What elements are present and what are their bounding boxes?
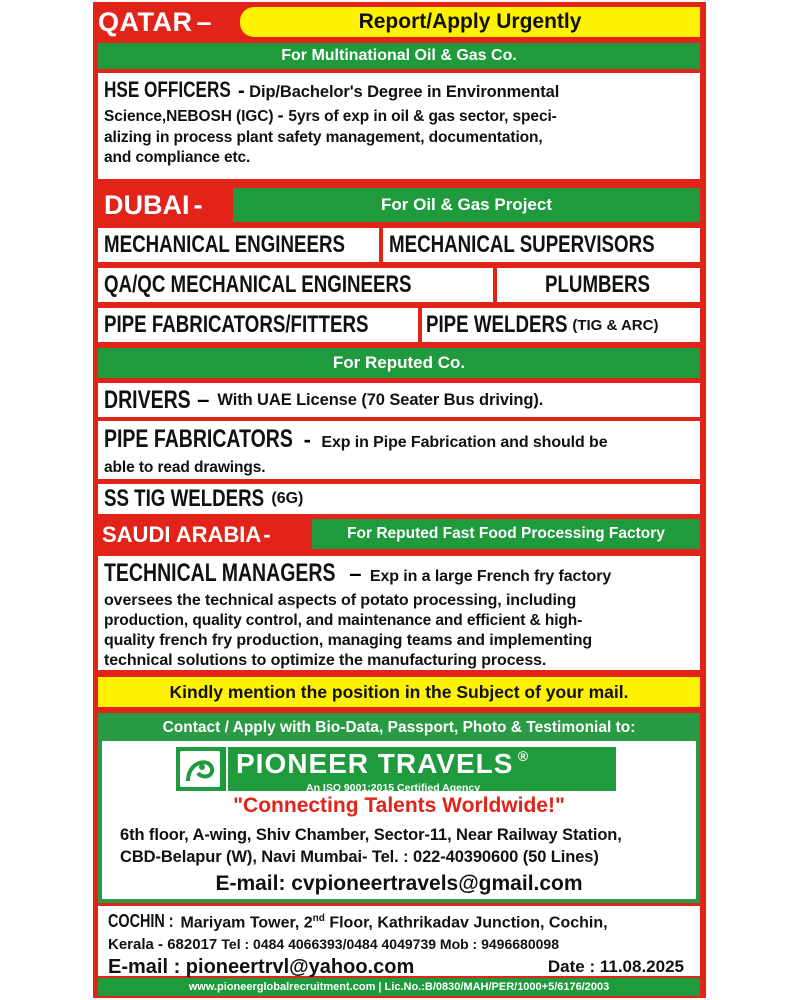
cochin-office-box: COCHIN : Mariyam Tower, 2nd Floor, Kathrikadav Junction, Cochin, Kerala - 682017 Tel : 0484 4066393/0484 4049739 Mob : 9496680098 E-mail : pioneertrvl@yahoo.com Date : 11.08.2025 [98,906,700,976]
dubai-project-bar [233,188,700,222]
position-pipe-welders: PIPE WELDERS (TIG & ARC) [422,308,700,342]
position-plumbers: PLUMBERS [497,268,700,302]
hse-desc-4: and compliance etc. [104,149,251,166]
qatar-label [98,6,238,38]
footer-bar: www.pioneerglobalrecruitment.com | Lic.No.:B/0830/MAH/PER/1000+5/6176/2003 [98,978,700,996]
hse-title: HSE OFFICERS [104,77,231,102]
urgent-banner [240,7,700,37]
iso-text: An ISO 9001:2015 Certified Agency [306,782,481,794]
position-mechanical-engineers: MECHANICAL ENGINEERS [98,228,379,262]
ss-tig-welders-box: SS TIG WELDERS (6G) [98,484,700,514]
position-qaqc-engineers: QA/QC MECHANICAL ENGINEERS [98,268,493,302]
drivers-box: DRIVERS – With UAE License (70 Seater Bus driving). [98,383,700,417]
head-office-email: E-mail: cvpioneertravels@gmail.com [215,872,583,895]
hse-sep: - [238,80,245,102]
qatar-dash: – [196,6,212,37]
hse-desc-3: alizing in process plant safety management, documentation, [104,128,543,146]
dubai-reputed-text: For Reputed Co. [332,353,466,372]
hse-desc-2: Science,NEBOSH (IGC) [104,108,274,125]
ad-date: Date : 11.08.2025 [547,957,684,977]
saudi-client-bar: For Reputed Fast Food Processing Factory [312,519,700,549]
dubai-reputed-bar [98,348,700,378]
hse-officers-box: HSE OFFICERS - Dip/Bachelor's Degree in Environmental Science,NEBOSH (IGC) - 5yrs of exp in oil & gas sector, speci- alizing in process plant safety management, documentation, and compliance etc. [98,73,700,179]
position-pipe-fabricators-fitters: PIPE FABRICATORS/FITTERS [98,308,418,342]
pioneer-travels-logo [176,747,616,794]
dubai-country: DUBAI [104,189,190,220]
registered-mark: ® [517,748,529,764]
pipe-welders-note: (TIG & ARC) [572,316,659,334]
hse-desc-1: Dip/Bachelor's Degree in Environmental [249,83,560,101]
pipe-fabricators-box: PIPE FABRICATORS - Exp in Pipe Fabrication and should be able to read drawings. [98,421,700,479]
logo-emblem-icon [180,751,220,787]
contact-heading: Contact / Apply with Bio-Data, Passport, Photo & Testimonial to: [162,719,636,736]
urgent-banner-text: Report/Apply Urgently [358,10,582,33]
position-mechanical-supervisors: MECHANICAL SUPERVISORS [383,228,700,262]
tagline: "Connecting Talents Worldwide!" [233,794,565,817]
qatar-client-bar [98,43,700,69]
hse-desc-2b: 5yrs of exp in oil & gas sector, speci- [288,108,557,125]
dubai-project-text: For Oil & Gas Project [381,195,552,214]
technical-managers-box: TECHNICAL MANAGERS – Exp in a large French fry factory oversees the technical aspects of potato processing, including production, quality control, and maintenance and efficient & high- quality french fry production, managing teams and implementing technical solutions to optimize the manufacturing process. [98,556,700,670]
company-name: PIONEER TRAVELS [236,748,514,779]
qatar-country: QATAR [98,6,193,37]
dubai-dash: - [193,189,203,220]
dubai-label [98,190,233,220]
cochin-email: E-mail : pioneertrvl@yahoo.com [108,956,415,979]
saudi-label: SAUDI ARABIA - [102,522,271,547]
mention-position-bar: Kindly mention the position in the Subject of your mail. [98,677,700,707]
qatar-client-text: For Multinational Oil & Gas Co. [281,47,517,64]
head-office-address: 6th floor, A-wing, Shiv Chamber, Sector-11, Near Railway Station, CBD-Belapur (W), Navi Mumbai- Tel. : 022-40390600 (50 Lines) [120,826,622,866]
